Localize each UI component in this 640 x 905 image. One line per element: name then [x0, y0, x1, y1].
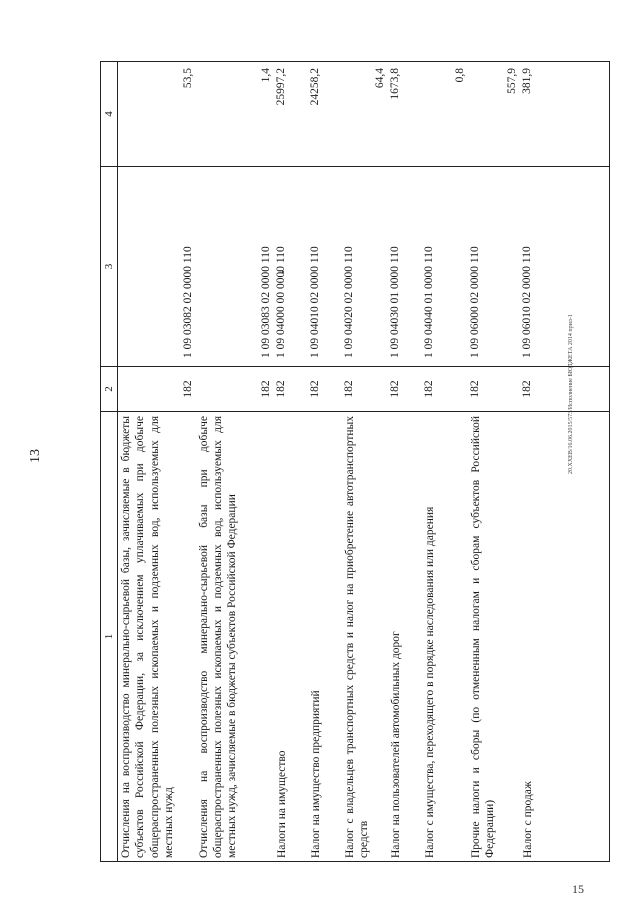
table-row [388, 62, 422, 862]
page-number: 13 [28, 449, 43, 463]
row-amount: 0,8 [422, 62, 468, 167]
row-name: Отчисления на воспроизводство минерально-сырьевой базы при добыче общераспространенных полезных ископаемых и подземных вод, используемых для местных нужд, зачисляемые в бюджеты субъектов Российской Федерации [196, 412, 274, 862]
row-amount: 557,9 [468, 62, 520, 167]
table-row [468, 62, 520, 862]
row-budget-code: 1 09 03083 02 0000 110 [196, 167, 274, 367]
table-header-row [101, 62, 118, 862]
row-name: Налог с продаж [520, 412, 610, 862]
row-name: Налог с имущества, переходящего в порядке наследования или дарения [422, 412, 468, 862]
row-name: Налог с владельцев транспортных средств и налог на приобретение автотранспортных средств [342, 412, 388, 862]
row-budget-code: 1 09 06000 02 0000 110 [468, 167, 520, 367]
row-admin-code: 182 [422, 367, 468, 412]
budget-table [100, 61, 610, 862]
header-col-1: 1 [101, 412, 118, 862]
row-admin-code: 182 [196, 367, 274, 412]
table-row [274, 62, 308, 862]
row-budget-code: 1 09 04030 01 0000 110 [388, 167, 422, 367]
row-amount: 53,5 [118, 62, 196, 167]
table-row [520, 62, 610, 862]
table-row [422, 62, 468, 862]
row-admin-code: 182 [468, 367, 520, 412]
row-amount: 25997,2 [274, 62, 308, 167]
row-admin-code: 182 [520, 367, 610, 412]
row-amount: 1673,8 [388, 62, 422, 167]
row-admin-code: 182 [274, 367, 308, 412]
table-row [196, 62, 274, 862]
row-budget-code: 1 09 03082 02 0000 110 [118, 167, 196, 367]
table-row [118, 62, 196, 862]
row-admin-code: 182 [118, 367, 196, 412]
row-name: Налог на имущество предприятий [308, 412, 342, 862]
row-budget-code: 1 09 04020 02 0000 110 [342, 167, 388, 367]
row-budget-code: 1 09 06010 02 0000 110 [520, 167, 610, 367]
row-admin-code: 182 [388, 367, 422, 412]
footer-code: 20.XXЕВ/16.06.2015/573/Исполнение БЮДЖЕТА 2014 прил-1 [568, 314, 574, 474]
row-name: Налог на пользователей автомобильных дорог [388, 412, 422, 862]
row-amount: 1,4 [196, 62, 274, 167]
row-budget-code: 1 09 04040 01 0000 110 [422, 167, 468, 367]
row-admin-code: 182 [342, 367, 388, 412]
row-admin-code: 182 [308, 367, 342, 412]
corner-number: 15 [572, 882, 584, 896]
header-col-4: 4 [101, 62, 118, 167]
row-name: Прочие налоги и сборы (по отмененным налогам и сборам субъектов Российской Федерации) [468, 412, 520, 862]
header-col-3: 3 [101, 167, 118, 367]
row-name: Налоги на имущество [274, 412, 308, 862]
row-amount: 381,9 [520, 62, 610, 167]
table-row [308, 62, 342, 862]
header-col-2: 2 [101, 367, 118, 412]
budget-table-container [100, 62, 610, 862]
row-budget-code: 1 09 04000 00 0000 110 [274, 167, 308, 367]
row-name: Отчисления на воспроизводство минерально-сырьевой базы, зачисляемые в бюджеты субъектов Российской Федерации, за исключением уплачиваемых при добыче общераспространенных полезных ископаемых и подземных вод, используемых для местных нужд [118, 412, 196, 862]
row-amount: 24258,2 [308, 62, 342, 167]
table-row [342, 62, 388, 862]
row-budget-code: 1 09 04010 02 0000 110 [308, 167, 342, 367]
row-amount: 64,4 [342, 62, 388, 167]
